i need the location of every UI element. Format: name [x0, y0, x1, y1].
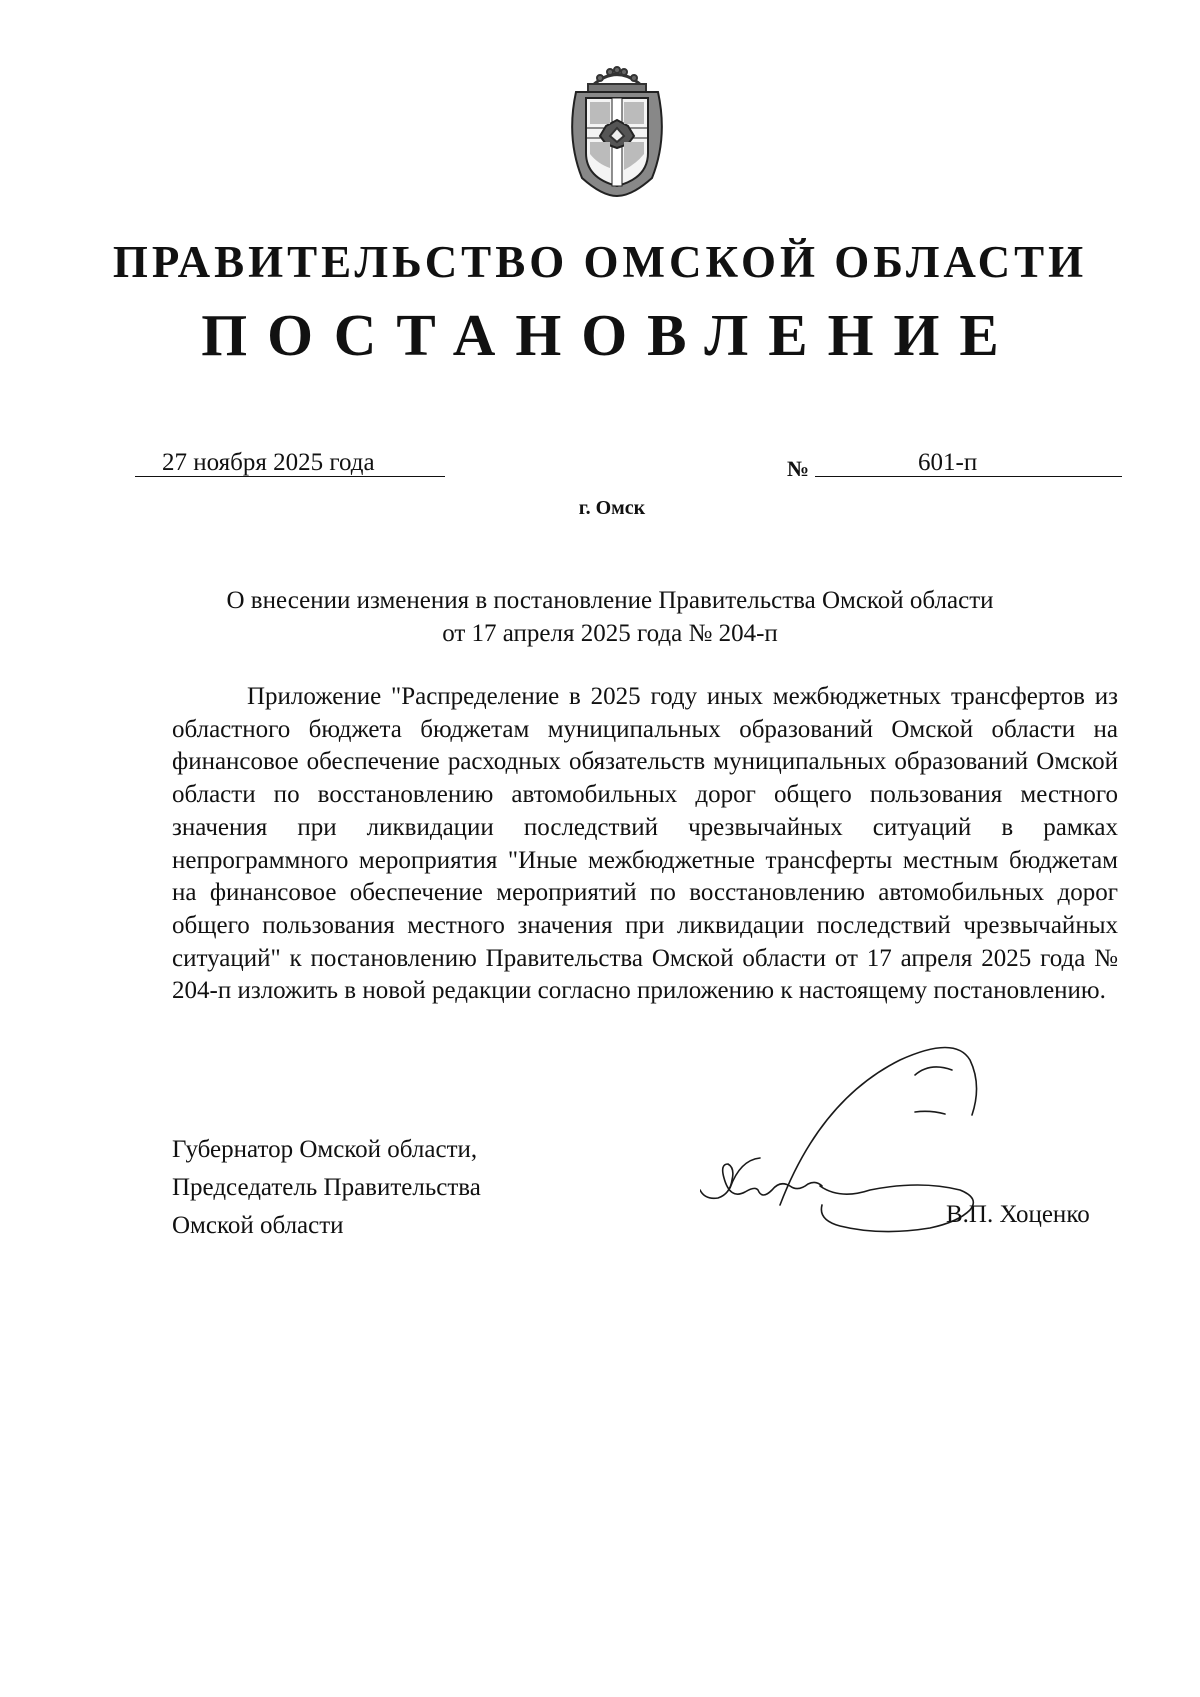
signer-position-line-1: Губернатор Омской области,	[172, 1136, 478, 1163]
coat-of-arms-emblem	[562, 58, 672, 198]
signer-name: В.П. Хоценко	[946, 1201, 1090, 1228]
document-subject	[150, 584, 1070, 650]
subject-line-1: О внесении изменения в постановление Правительства Омской области	[226, 587, 994, 614]
number-sign: №	[787, 456, 810, 481]
document-date: 27 ноября 2025 года	[162, 449, 375, 476]
document-number-field	[815, 450, 1122, 477]
document-number: 601-п	[918, 449, 978, 476]
city-label: г. Омск	[578, 497, 646, 519]
organization-title: ПРАВИТЕЛЬСТВО ОМСКОЙ ОБЛАСТИ	[112, 237, 1088, 287]
body-paragraph: Приложение "Распределение в 2025 году иных межбюджетных трансфертов из областного бюджета бюджетам муниципальных образований Омской области на финансовое обеспечение расходных обязательств муниципальных образований Омской области по восстановлению автомобильных дорог общего пользования местного значения при ликвидации последствий чрезвычайных ситуаций в рамках непрограммного мероприятия "Иные межбюджетные трансферты местным бюджетам на финансовое обеспечение мероприятий по восстановлению автомобильных дорог общего пользования местного значения при ликвидации последствий чрезвычайных ситуаций" к постановлению Правительства Омской области от 17 апреля 2025 года № 204-п изложить в новой редакции согласно приложению к настоящему постановлению.	[172, 683, 1118, 1005]
document-date-field	[135, 450, 445, 477]
document-type-title: ПОСТАНОВЛЕНИЕ	[201, 302, 1019, 368]
signer-position-line-2: Председатель Правительства	[172, 1174, 481, 1201]
signer-position	[172, 1131, 672, 1245]
subject-line-2: от 17 апреля 2025 года № 204-п	[442, 620, 778, 647]
document-body	[172, 681, 1118, 1008]
signer-position-line-3: Омской области	[172, 1212, 344, 1239]
